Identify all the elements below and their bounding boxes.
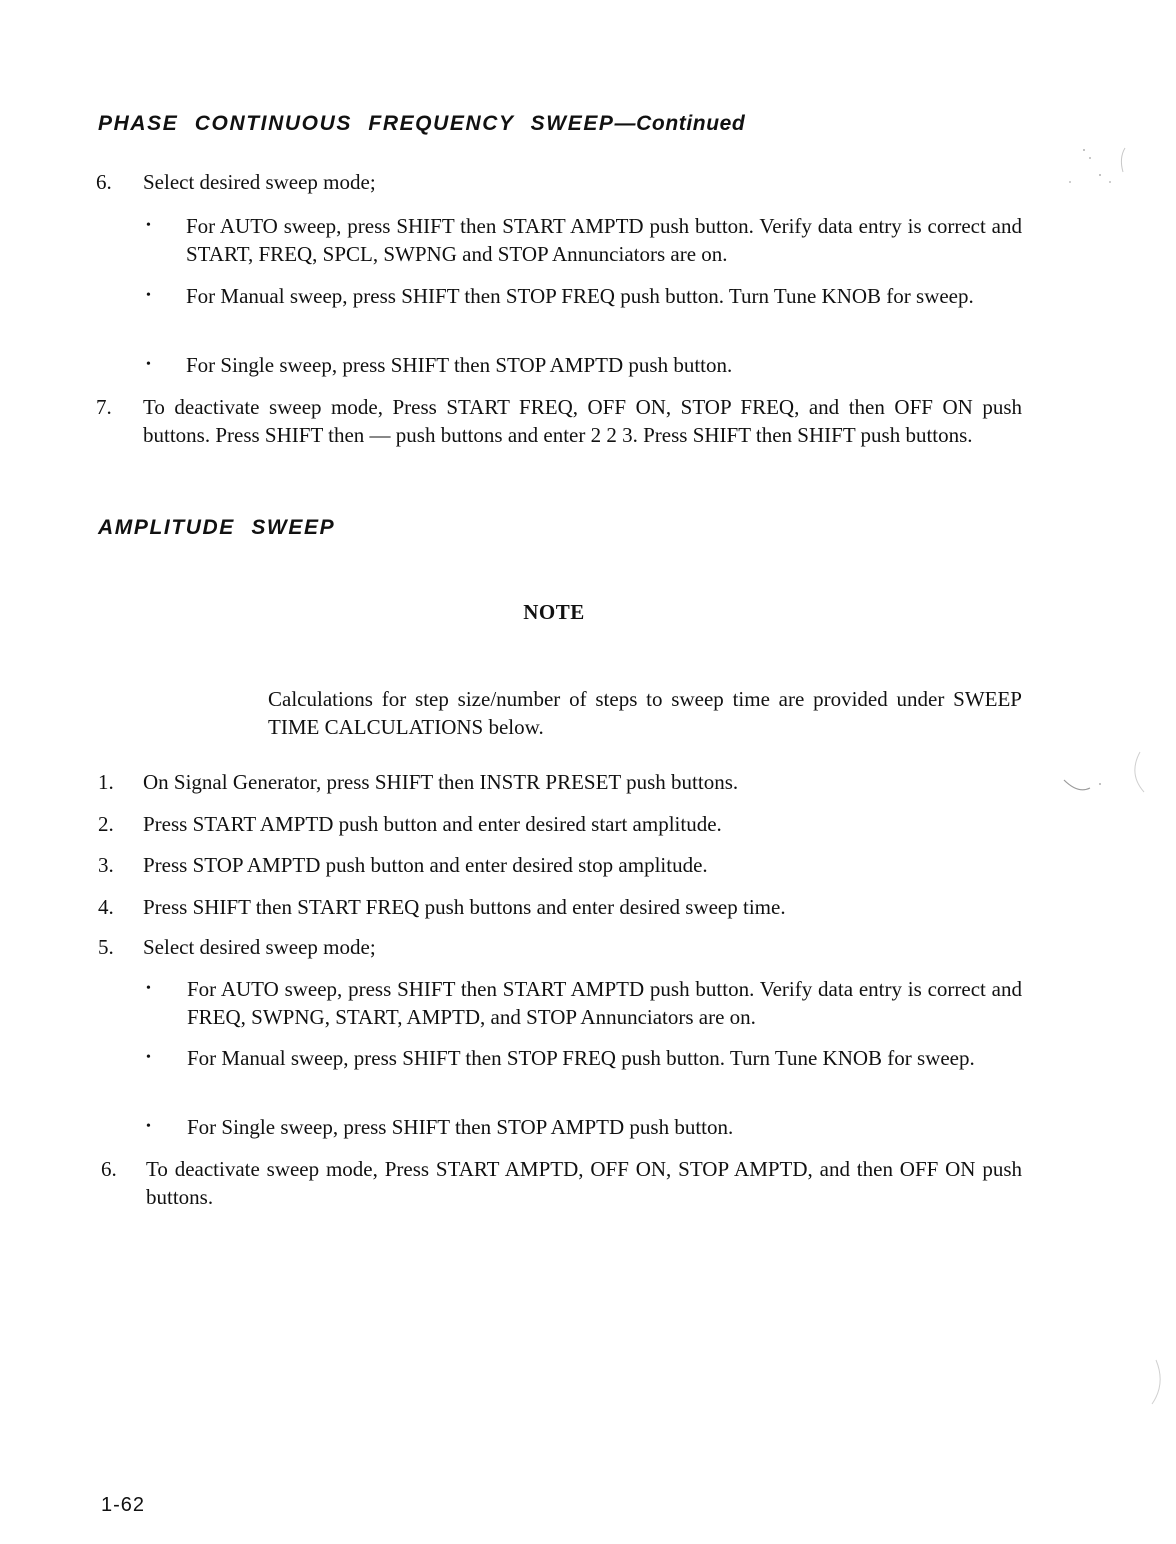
bullet-text: For AUTO sweep, press SHIFT then START AMPTD push button. Verify data entry is correct and FREQ, SWPNG, START, AMPTD, and STOP Annunciators are on.: [187, 977, 1022, 1029]
step-text: Press STOP AMPTD push button and enter desired stop amplitude.: [143, 853, 708, 877]
step-number: 7.: [96, 395, 112, 419]
step-number: 4.: [98, 895, 114, 919]
scan-artifact-icon: [1040, 120, 1170, 210]
step-text: Press START AMPTD push button and enter desired start amplitude.: [143, 812, 722, 836]
bullet-icon: •: [146, 1050, 151, 1065]
bullet-text: For Manual sweep, press SHIFT then STOP FREQ push button. Turn Tune KNOB for sweep.: [187, 1046, 975, 1070]
note-title: NOTE: [523, 600, 585, 624]
scan-artifact-icon: [1060, 740, 1176, 810]
step-number: 3.: [98, 853, 114, 877]
bullet-text: For Single sweep, press SHIFT then STOP AMPTD push button.: [187, 1115, 734, 1139]
step-text: On Signal Generator, press SHIFT then INSTR PRESET push buttons.: [143, 770, 739, 794]
step-text: To deactivate sweep mode, Press START FREQ, OFF ON, STOP FREQ, and then OFF ON push buttons. Press SHIFT then — push buttons and enter 2 2 3. Press SHIFT then SHIFT push buttons.: [143, 395, 1022, 447]
step-number: 1.: [98, 770, 114, 794]
bullet-text: For Manual sweep, press SHIFT then STOP FREQ push button. Turn Tune KNOB for sweep.: [186, 284, 974, 308]
step-number: 6.: [96, 170, 112, 194]
step-number: 6.: [101, 1157, 117, 1181]
bullet-icon: •: [146, 1119, 151, 1134]
page-heading: [98, 112, 745, 136]
bullet-text: For AUTO sweep, press SHIFT then START AMPTD push button. Verify data entry is correct and START, FREQ, SPCL, SWPNG and STOP Annunciators are on.: [186, 214, 1022, 266]
step-number: 5.: [98, 935, 114, 959]
note-text: Calculations for step size/number of steps to sweep time are provided under SWEEP TIME CALCULATIONS below.: [268, 687, 1022, 739]
step-text: Select desired sweep mode;: [143, 935, 376, 959]
bullet-text: For Single sweep, press SHIFT then STOP AMPTD push button.: [186, 353, 733, 377]
page-heading-suffix: —Continued: [614, 112, 746, 135]
bullet-icon: •: [146, 288, 151, 303]
page-heading-main: PHASE CONTINUOUS FREQUENCY SWEEP: [98, 112, 615, 135]
step-number: 2.: [98, 812, 114, 836]
bullet-icon: •: [146, 218, 151, 233]
page-number: 1-62: [101, 1494, 146, 1516]
bullet-icon: •: [146, 981, 151, 996]
step-text: Press SHIFT then START FREQ push buttons and enter desired sweep time.: [143, 895, 786, 919]
bullet-icon: •: [146, 357, 151, 372]
step-text: Select desired sweep mode;: [143, 170, 376, 194]
scan-artifact-icon: [1100, 1340, 1176, 1420]
step-text: To deactivate sweep mode, Press START AMPTD, OFF ON, STOP AMPTD, and then OFF ON push buttons.: [146, 1157, 1022, 1209]
section-heading: AMPLITUDE SWEEP: [98, 516, 336, 539]
